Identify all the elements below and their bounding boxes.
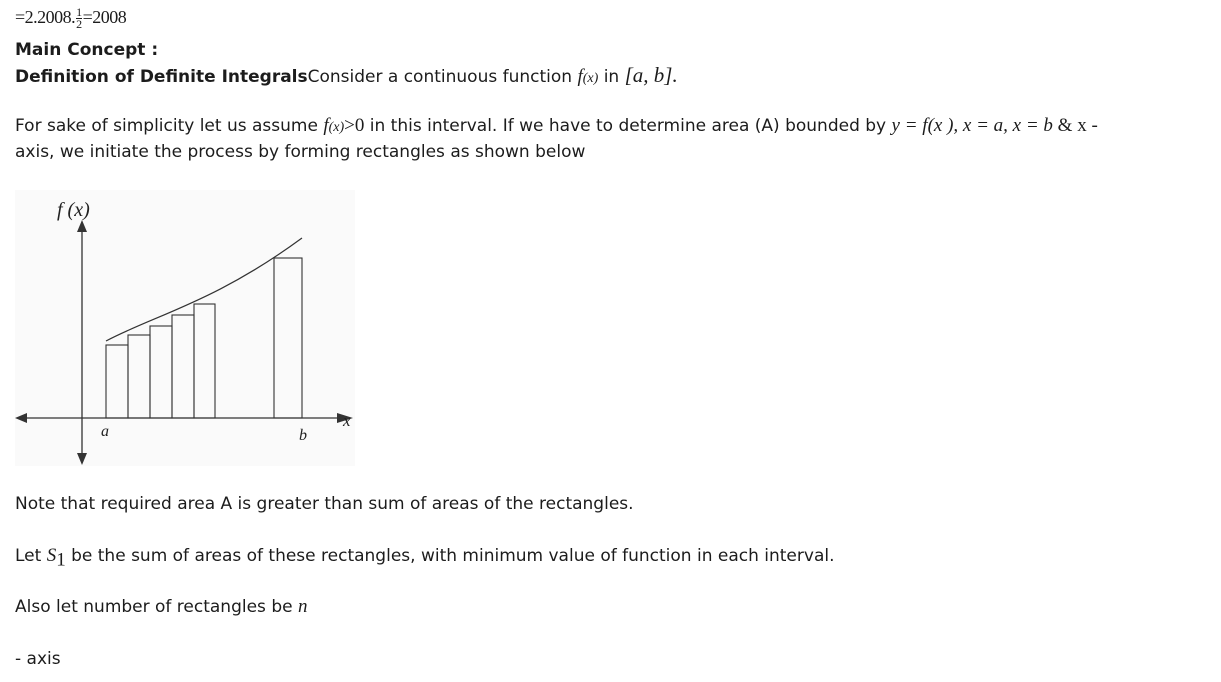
main-concept-heading: Main Concept : (15, 40, 159, 60)
also-text: Also let number of rectangles be (15, 597, 298, 617)
also-line (15, 596, 307, 618)
note-line: Note that required area A is greater than sum of areas of the rectangles. (15, 494, 634, 514)
para1-amp: & x - (1052, 115, 1098, 136)
let-s1-subscript: 1 (56, 549, 66, 571)
definition-func: f (577, 66, 583, 87)
definition-title: Definition of Definite Integrals (15, 67, 308, 87)
definition-interval: [a, b]. (624, 63, 678, 87)
fraction-numerator: 1 (76, 5, 82, 20)
y-axis-label: f (x) (57, 199, 90, 221)
rectangle-5 (194, 304, 215, 418)
rectangle-3 (150, 326, 172, 418)
riemann-rectangles-figure (15, 190, 355, 466)
para1-func-arg: (x) (328, 120, 345, 135)
definition-func-arg: (x) (582, 71, 599, 86)
para1-math-tail: y = f(x ), x = a, x = b (891, 115, 1053, 136)
b-label: b (299, 427, 307, 444)
graph-svg (15, 190, 355, 466)
para1-cond: >0 (344, 115, 365, 136)
equation-fraction (76, 7, 82, 30)
axis-text-line: - axis (15, 649, 61, 669)
para1-line1 (15, 115, 1098, 139)
a-label: a (101, 423, 109, 440)
x-axis-label: x (343, 411, 351, 430)
let-s1-after: be the sum of areas of these rectangles, with minimum value of function in each interval. (65, 546, 835, 566)
definition-in: in (598, 67, 625, 87)
x-axis-left-arrow (15, 413, 27, 423)
rectangle-2 (128, 335, 150, 418)
definition-line (15, 64, 678, 90)
let-s1-before: Let (15, 546, 47, 566)
para1-text-a: For sake of simplicity let us assume (15, 116, 324, 136)
function-curve (106, 238, 302, 341)
y-axis-bottom-arrow (77, 453, 87, 465)
rectangle-4 (172, 315, 194, 418)
let-s1-symbol: S (46, 545, 57, 566)
definition-text: Consider a continuous function (307, 67, 578, 87)
para1-text-b: in this interval. If we have to determine area (A) bounded by (364, 116, 892, 136)
y-axis-top-arrow (77, 220, 87, 232)
para1-line2: axis, we initiate the process by forming rectangles as shown below (15, 142, 586, 162)
para1-func: f (323, 115, 329, 136)
rectangle-6 (274, 258, 302, 418)
let-s1-line (15, 545, 835, 571)
rectangle-1 (106, 345, 128, 418)
also-symbol: n (297, 596, 308, 617)
equation-line (15, 6, 126, 30)
equation-rhs: =2008 (82, 7, 127, 27)
fraction-denominator: 2 (76, 17, 82, 32)
equation-lhs: =2.2008. (15, 7, 76, 27)
